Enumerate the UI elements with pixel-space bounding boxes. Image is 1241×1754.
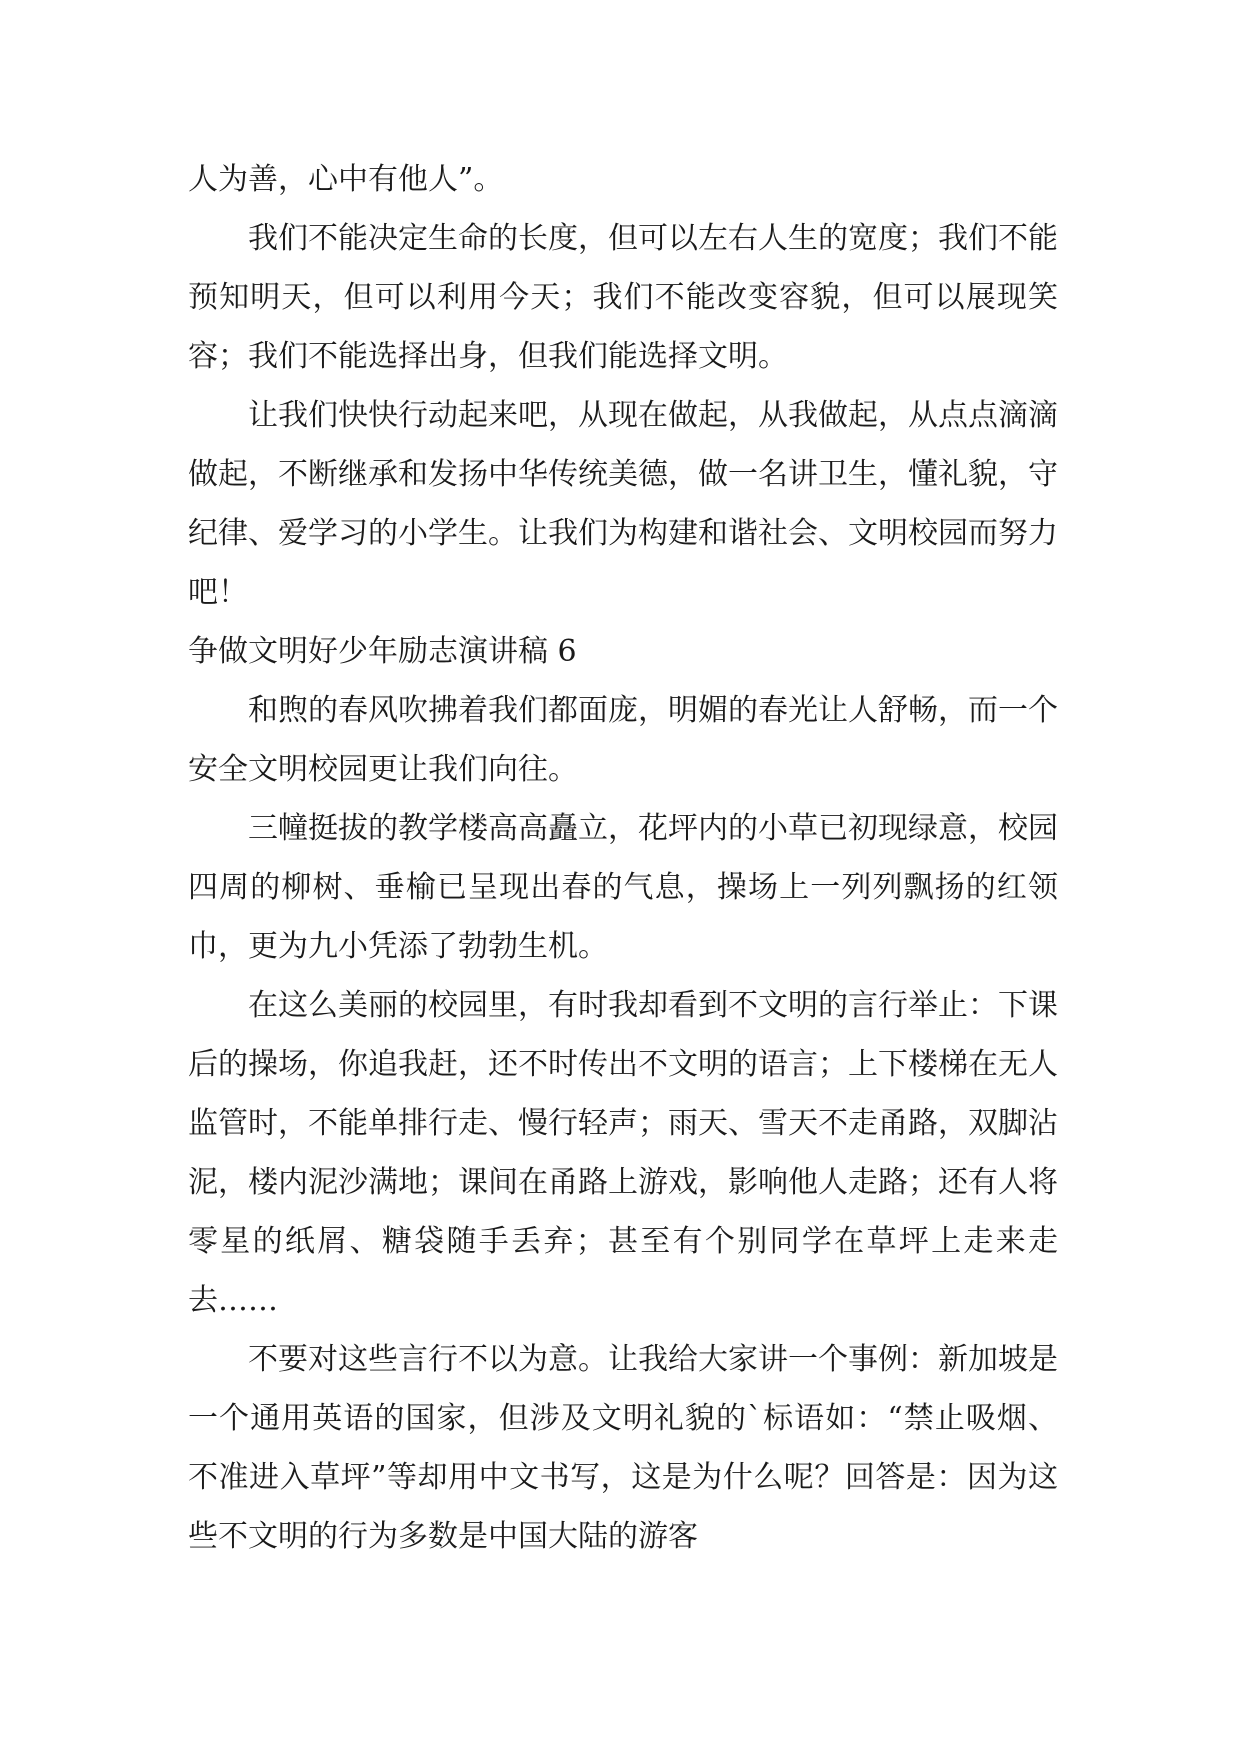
- continuation-text: 人为善，心中有他人”。: [188, 162, 504, 197]
- paragraph: 我们不能决定生命的长度，但可以左右人生的宽度；我们不能预知明天，但可以利用今天；我们不能改变容貌，但可以展现笑容；我们不能选择出身，但我们能选择文明。: [188, 221, 1058, 374]
- paragraph: 让我们快快行动起来吧，从现在做起，从我做起，从点点滴滴做起，不断继承和发扬中华传统美德，做一名讲卫生，懂礼貌，守纪律、爱学习的小学生。让我们为构建和谐社会、文明校园而努力吧！: [188, 398, 1058, 610]
- document-body: [188, 150, 1058, 1566]
- paragraph: 不要对这些言行不以为意。让我给大家讲一个事例：新加坡是一个通用英语的国家，但涉及文明礼貌的`标语如：“禁止吸烟、不准进入草坪”等却用中文书写，这是为什么呢？回答是：因为这些不文明的行为多数是中国大陆的游客: [188, 1342, 1058, 1554]
- paragraph: 在这么美丽的校园里，有时我却看到不文明的言行举止：下课后的操场，你追我赶，还不时传出不文明的语言；上下楼梯在无人监管时，不能单排行走、慢行轻声；雨天、雪天不走甬路，双脚沾泥，楼内泥沙满地；课间在甬路上游戏，影响他人走路；还有人将零星的纸屑、糖袋随手丢弃；甚至有个别同学在草坪上走来走去……: [188, 988, 1058, 1318]
- paragraph: 三幢挺拔的教学楼高高矗立，花坪内的小草已初现绿意，校园四周的柳树、垂榆已呈现出春的气息，操场上一列列飘扬的红领巾，更为九小凭添了勃勃生机。: [188, 811, 1058, 964]
- section-title: 争做文明好少年励志演讲稿 6: [188, 634, 577, 669]
- paragraph: 和煦的春风吹拂着我们都面庞，明媚的春光让人舒畅，而一个安全文明校园更让我们向往。: [188, 693, 1058, 787]
